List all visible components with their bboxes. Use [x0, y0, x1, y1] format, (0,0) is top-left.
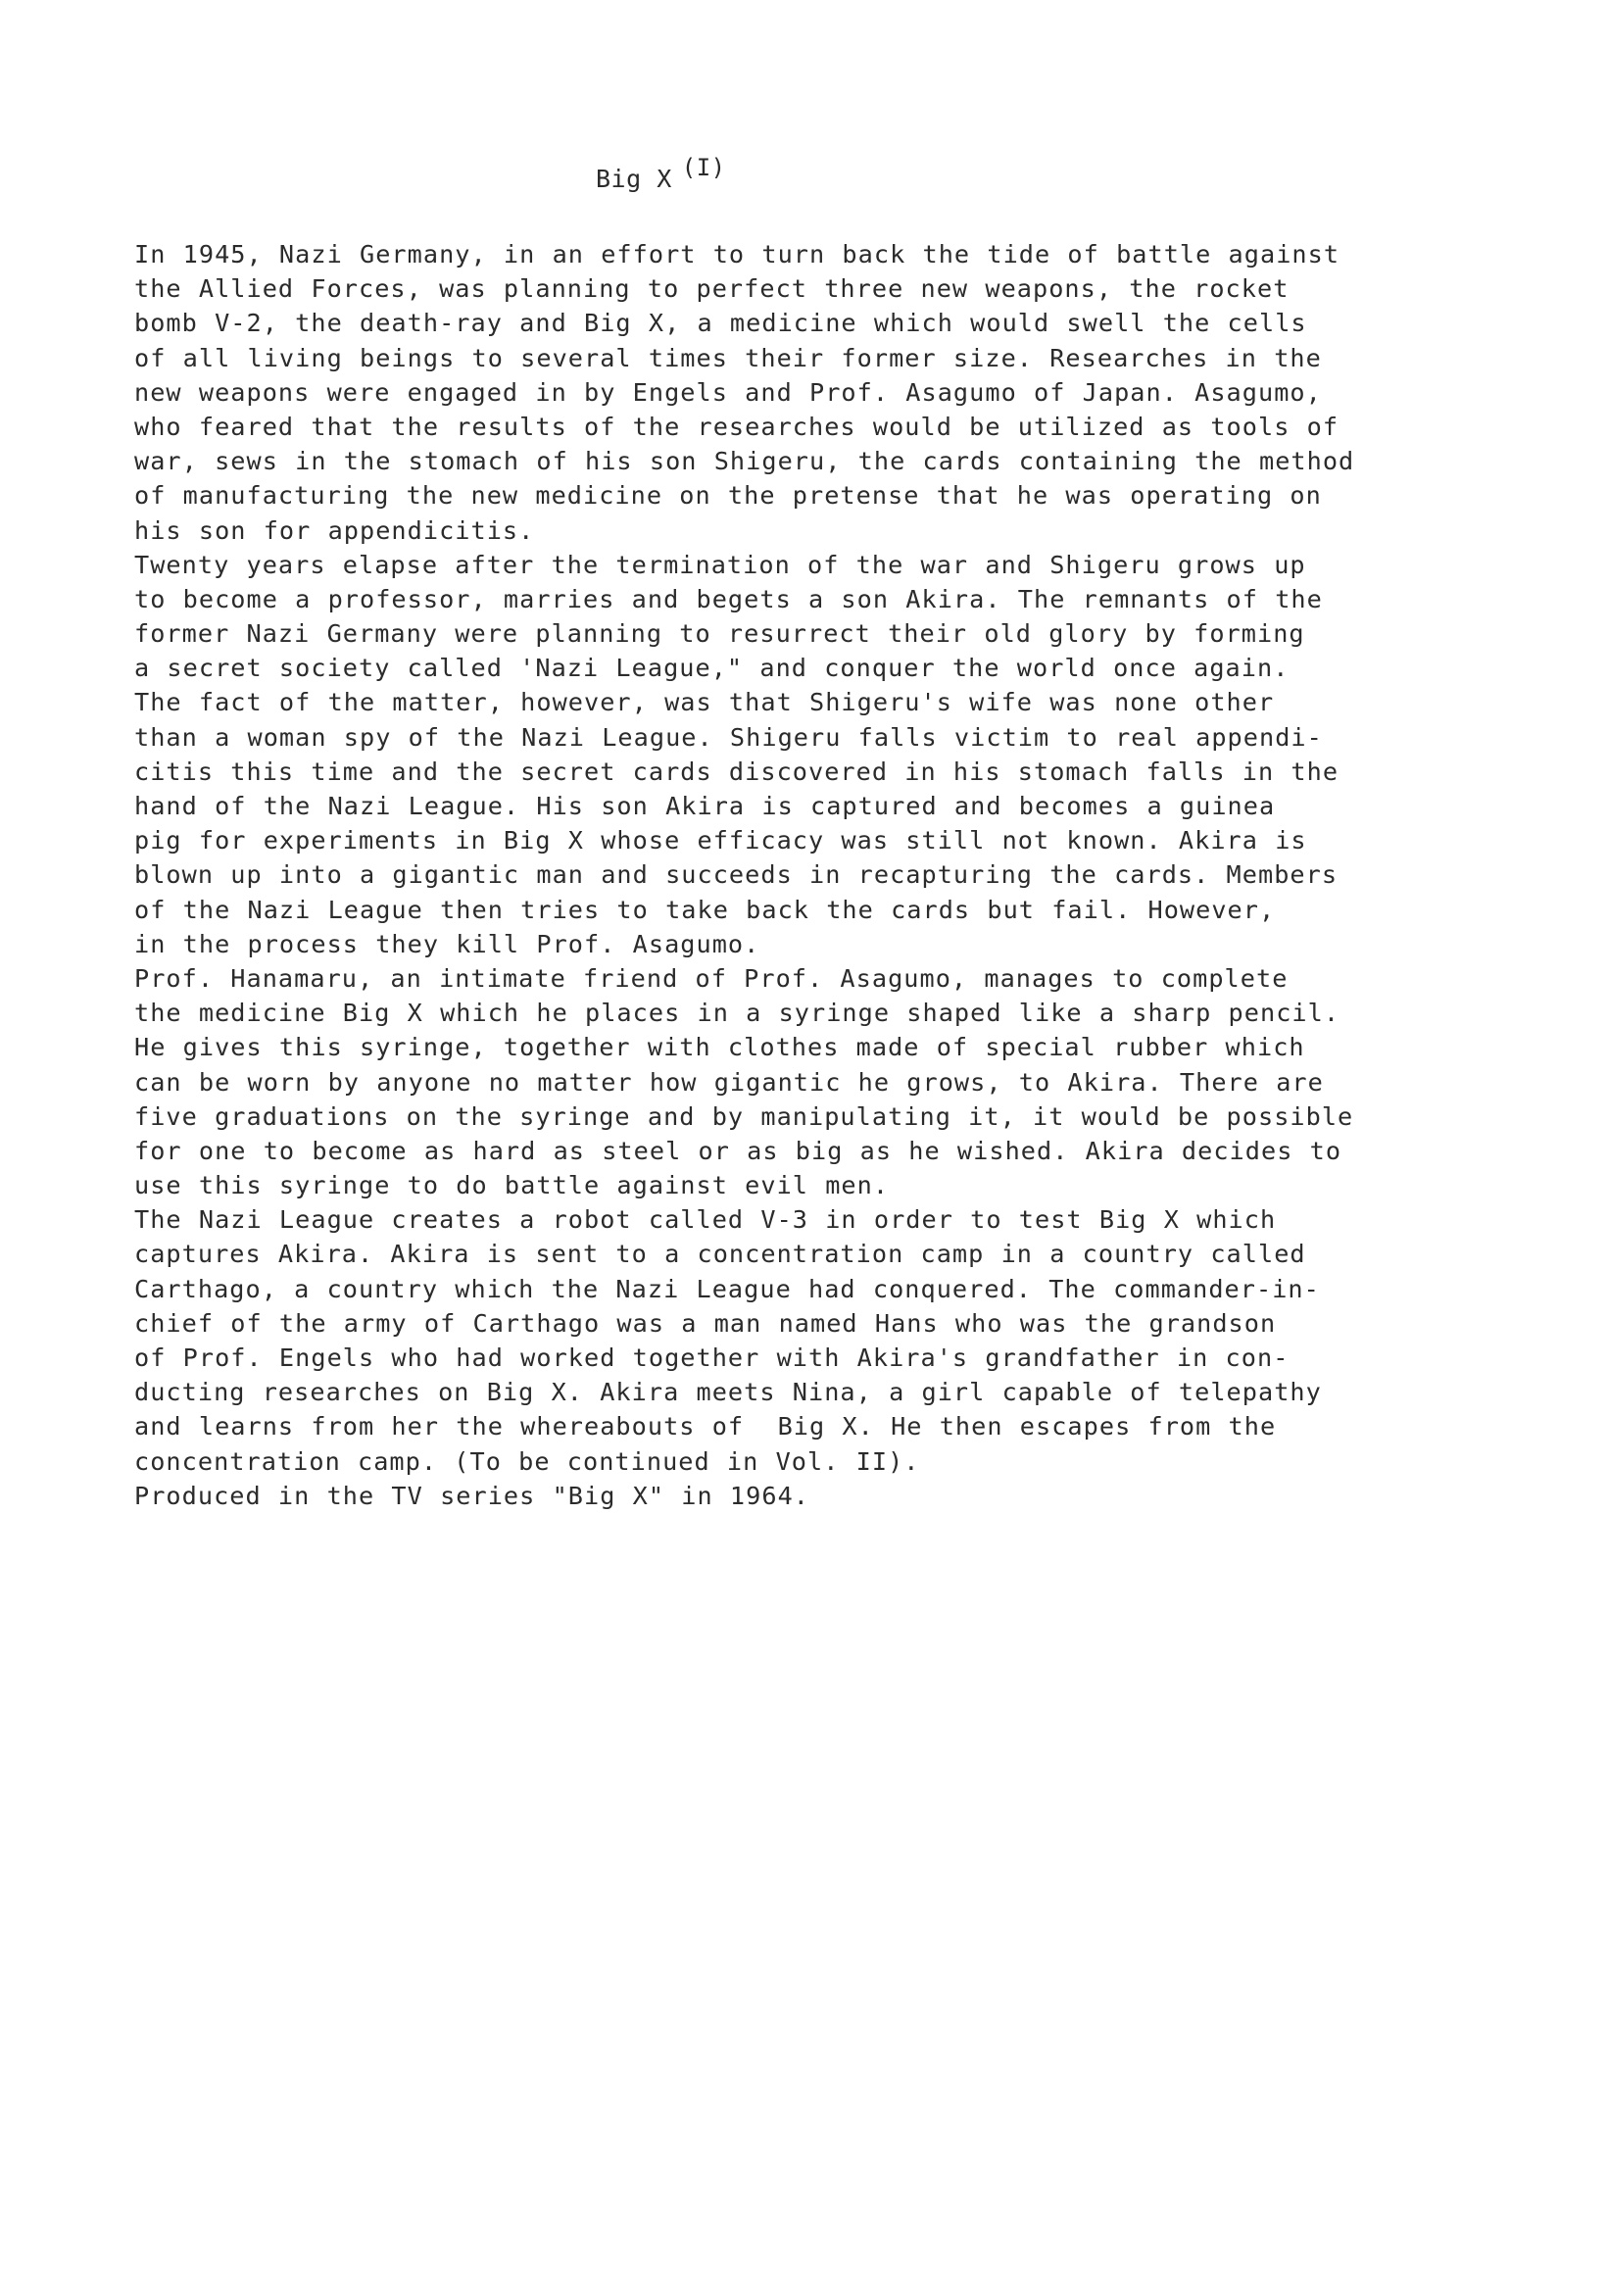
text-line: and learns from her the whereabouts of Big X. He then escapes from the: [134, 1412, 1277, 1441]
text-line: citis this time and the secret cards discovered in his stomach falls in the: [134, 757, 1339, 786]
document-title: [596, 154, 726, 193]
text-line: hand of the Nazi League. His son Akira is captured and becomes a guinea: [134, 792, 1276, 820]
text-line: chief of the army of Carthago was a man named Hans who was the grandson: [134, 1308, 1277, 1338]
text-line: Produced in the TV series "Big X" in 1964.: [134, 1481, 809, 1510]
text-line: Twenty years elapse after the termination of the war and Shigeru grows up: [134, 550, 1306, 579]
synopsis-text: [134, 237, 1545, 1513]
text-line: than a woman spy of the Nazi League. Shigeru falls victim to real appendi-: [134, 722, 1323, 752]
text-line: of manufacturing the new medicine on the pretense that he was operating on: [134, 481, 1322, 511]
text-line: who feared that the results of the researches would be utilized as tools of: [134, 412, 1339, 441]
text-line: The Nazi League creates a robot called V-3 in order to test Big X which: [134, 1205, 1277, 1235]
text-line: in the process they kill Prof. Asagumo.: [134, 929, 760, 958]
title-main: Big X: [596, 165, 672, 193]
text-line: a secret society called 'Nazi League," and conquer the world once again.: [134, 654, 1290, 683]
text-line: He gives this syringe, together with clothes made of special rubber which: [134, 1033, 1305, 1062]
text-line: use this syringe to do battle against evil men.: [134, 1171, 890, 1200]
text-line: five graduations on the syringe and by manipulating it, it would be possible: [134, 1101, 1354, 1131]
text-line: his son for appendicitis.: [134, 515, 535, 545]
text-line: Prof. Hanamaru, an intimate friend of Prof. Asagumo, manages to complete: [134, 963, 1289, 993]
text-line: for one to become as hard as steel or as big as he wished. Akira decides to: [134, 1136, 1342, 1165]
title-volume: (I): [681, 154, 726, 181]
text-line: war, sews in the stomach of his son Shigeru, the cards containing the method: [134, 447, 1355, 476]
text-line: In 1945, Nazi Germany, in an effort to turn back the tide of battle against: [134, 240, 1340, 269]
text-line: to become a professor, marries and begets a son Akira. The remnants of the: [134, 584, 1323, 613]
text-line: can be worn by anyone no matter how gigantic he grows, to Akira. There are: [134, 1067, 1324, 1097]
text-line: of the Nazi League then tries to take back the cards but fail. However,: [134, 895, 1276, 924]
text-line: captures Akira. Akira is sent to a concentration camp in a country called: [134, 1240, 1306, 1269]
text-line: concentration camp. (To be continued in Vol. II).: [134, 1446, 920, 1476]
text-line: the medicine Big X which he places in a syringe shaped like a sharp pencil.: [134, 999, 1340, 1028]
text-line: of all living beings to several times their former size. Researches in the: [134, 343, 1322, 372]
text-line: bomb V-2, the death-ray and Big X, a medicine which would swell the cells: [134, 309, 1307, 338]
text-line: ducting researches on Big X. Akira meets Nina, a girl capable of telepathy: [134, 1378, 1322, 1407]
text-line: former Nazi Germany were planning to resurrect their old glory by forming: [134, 619, 1305, 649]
text-line: pig for experiments in Big X whose efficacy was still not known. Akira is: [134, 826, 1307, 855]
text-line: The fact of the matter, however, was that Shigeru's wife was none other: [134, 688, 1275, 717]
text-line: new weapons were engaged in by Engels and Prof. Asagumo of Japan. Asagumo,: [134, 377, 1322, 407]
text-line: Carthago, a country which the Nazi League had conquered. The commander-in-: [134, 1274, 1320, 1303]
text-line: blown up into a gigantic man and succeeds in recapturing the cards. Members: [134, 860, 1339, 890]
text-line: of Prof. Engels who had worked together with Akira's grandfather in con-: [134, 1343, 1290, 1372]
text-line: the Allied Forces, was planning to perfect three new weapons, the rocket: [134, 274, 1290, 304]
